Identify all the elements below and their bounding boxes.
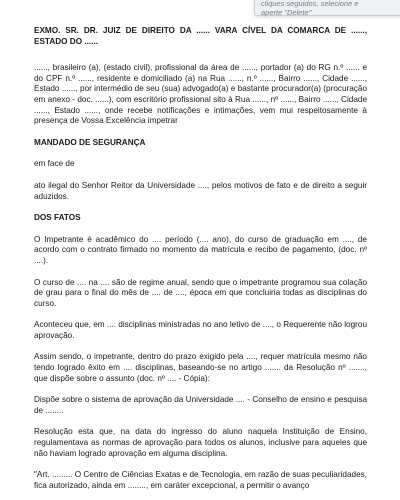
intro-paragraph: ......, brasileiro (a), (estado civil), profissional da área de ......, portador (a) do RG n.º ...... e do CPF n.º ......, residente e domiciliado (a) na Rua ......, n.º ......, Bairro ......, Cidade ......, Estado ......, por intermédio de seu (sua) advogado(a) e bastante procurador(a) (procuração em anexo - doc. ......), com escritório profissional sito à Rua ......, nº ......, Bairro ......, Cidade ......, Estado ......, onde recebe notificações e intimações, vem mui respeitosamente à presença de Vossa Excelência impetrar	[34, 63, 367, 126]
fact-paragraph-7: "Art. ......... O Centro de Ciências Exatas e de Tecnologia, em razão de suas peculiaridades, fica autorizado, ainda em ........, em caráter excepcional, a permitir o avanço	[34, 470, 367, 490]
tooltip-line-1: cliques seguidos, selecione e	[261, 0, 359, 8]
ato-paragraph: ato ilegal do Senhor Reitor da Universidade ...., pelos motivos de fato e de direito a seguir aduzidos.	[34, 180, 367, 201]
action-title: MANDADO DE SEGURANÇA	[34, 137, 146, 147]
fact-paragraph-5: Dispõe sobre o sistema de aprovação da Universidade .... - Conselho de ensino e pesquisa de ........	[34, 395, 367, 415]
document-body	[34, 26, 367, 491]
em-face-text: em face de	[34, 159, 75, 169]
fact-paragraph-1: O Impetrante é acadêmico do .... período (.... ano), do curso de graduação em ...., de acordo com o contrato firmado no momento da matrícula e recibo de pagamento, (doc. nº ....).	[34, 234, 367, 265]
edit-tooltip	[254, 0, 400, 16]
fact-paragraph-3: Aconteceu que, em .... disciplinas ministradas no ano letivo de ...., o Requerente não logrou aprovação.	[34, 320, 367, 340]
fact-paragraph-2: O curso de .... na .... são de regime anual, sendo que o impetrante programou sua colação de grau para o final do mês de .... de ...., época em que concluiria todas as disciplinas do curso.	[34, 277, 367, 308]
fact-paragraph-6: Resolução esta que, na data do ingresso do aluno naquela Instituição de Ensino, regulamentava as normas de aprovação para todos os alunos, inclusive para aqueles que não haviam logrado aprovação em alguma disciplina.	[34, 427, 367, 458]
fact-paragraph-4: Assim sendo, o impetrante, dentro do prazo exigido pela ...., requer matrícula mesmo não tendo logrado êxito em .... disciplinas, baseando-se no artigo ....... da Resolução nº ......., que dispõe sobre o assunto (doc. nº .... - Cópia):	[34, 352, 367, 383]
tooltip-line-2: aperte "Delete"	[261, 8, 312, 17]
section-title: DOS FATOS	[34, 213, 81, 223]
document-heading: EXMO. SR. DR. JUIZ DE DIREITO DA ...... VARA CÍVEL DA COMARCA DE ......, ESTADO DO ......	[34, 26, 367, 46]
